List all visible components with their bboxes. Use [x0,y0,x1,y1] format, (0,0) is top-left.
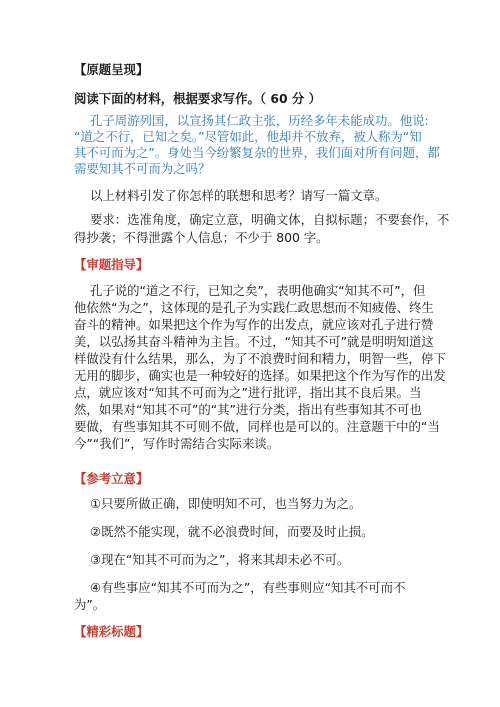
section-heading-titles: 【精彩标题】 [74,624,149,639]
section-heading-ideas: 【参考立意】 [74,471,149,486]
idea-item: ①只要所做正确，即使明知不可，也当努力为之。 [90,496,362,511]
guide-line: 他依然“为之”，这体现的是孔子为实践仁政思想而不知疲倦、终生 [74,300,434,315]
material-line: 其不可而为之”。身处当今纷繁复杂的世界，我们面对所有问题，都 [74,145,440,160]
guide-line: 奋斗的精神。如果把这个作为写作的出发点，就应该对孔子进行赞 [74,317,434,332]
idea-item: ③现在“知其不可而为之”，将来其却未必不可。 [90,552,350,567]
guide-line: 样做没有什么结果，那么，为了不浪费时间和精力，明智一些，停下 [74,351,446,366]
requirements-line: 要求：选准角度，确定立意，明确文体，自拟标题；不要套作，不 [90,212,450,227]
idea-item: ④有些事应“知其不可而为之”，有些事则应“知其不可而不 [90,580,406,595]
material-line: 需要知其不可而为之吗？ [74,161,211,176]
idea-item: ②既然不能实现，就不必浪费时间，而要及时止损。 [90,524,374,539]
guide-line: 点，就应该对“知其不可而为之”进行批评，指出其不良后果。当 [74,385,422,400]
section-heading-problem: 【原题呈现】 [74,62,149,77]
guide-line: 要做，有些事知其不可则不做，同样也是可以的。注意题干中的“当 [74,419,440,434]
instruction-text: 阅读下面的材料，根据要求写作。（ 60 分 ） [74,91,322,106]
writing-prompt: 以上材料引发了你怎样的联想和思考？请写一篇文章。 [90,188,388,203]
material-line: “道之不行，已知之矣。”尽管如此，他却并不放弃，被人称为“知 [74,129,422,144]
guide-line: 孔子说的“道之不行，已知之矣”，表明他确实“知其不可”，但 [90,283,426,298]
requirements-line: 得抄袭；不得泄露个人信息；不少于 800 字。 [74,230,329,245]
guide-line: 无用的脚步，确实也是一种较好的选择。如果把这个作为写作的出发 [74,368,446,383]
section-heading-guide: 【审题指导】 [74,257,149,272]
idea-item-continuation: 为”。 [74,597,106,612]
guide-line: 美，以弘扬其奋斗精神为主旨。不过，“知其不可”就是明明知道这 [74,334,434,349]
guide-line: 今”“我们”，写作时需结合实际来谈。 [74,436,280,451]
guide-line: 然，如果对“知其不可”的“其”进行分类，指出有些事知其不可也 [74,402,422,417]
material-line: 孔子周游列国，以宣扬其仁政主张，历经多年未能成功。他说: [90,113,429,128]
